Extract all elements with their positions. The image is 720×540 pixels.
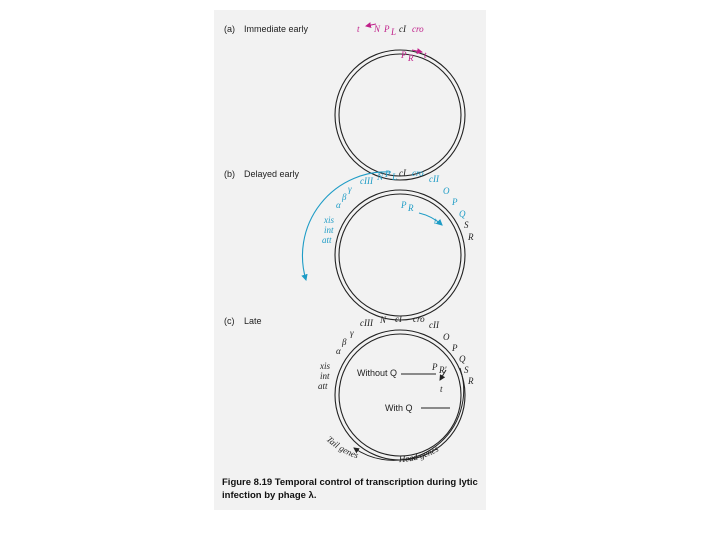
figure-caption-line-2: infection by phage λ. [222, 490, 317, 501]
promoter-PR-prime: P [432, 362, 438, 372]
gene-cIII: cIII [360, 176, 373, 186]
gene-int: int [320, 371, 330, 381]
panel-a-tag: (a) [224, 24, 235, 34]
with-q-label: With Q [385, 403, 413, 413]
rightward-delayed-transcript-arrow [419, 213, 442, 225]
gene-S: S [464, 365, 469, 375]
figure-panel [214, 10, 486, 510]
gene-N: N [374, 24, 381, 34]
gene-cI: cI [399, 168, 406, 178]
figure-caption-line-1: Figure 8.19 Temporal control of transcription during lytic [222, 477, 478, 488]
gene-N: N [377, 172, 384, 182]
promoter-PR-sub: R [408, 53, 414, 63]
gene-cIII: cIII [360, 318, 373, 328]
gene-alpha: α [336, 200, 341, 210]
terminator-t-right: t [424, 50, 427, 60]
gene-beta: β [342, 337, 347, 347]
gene-Q: Q [459, 209, 466, 219]
head-genes-label: Head genes [398, 443, 441, 465]
dna-inner-circle [339, 334, 461, 456]
gene-P: P [452, 343, 458, 353]
promoter-PR-sub: R [408, 203, 414, 213]
gene-N: N [380, 315, 387, 325]
tail-genes-label: Tail genes [324, 434, 360, 461]
promoter-PR-prime-sub: R' [439, 365, 447, 375]
promoter-PL-sub: L [391, 27, 397, 37]
gene-cro: cro [412, 24, 424, 34]
site-att: att [318, 381, 328, 391]
dna-inner-circle [339, 194, 461, 316]
promoter-PR: P [401, 200, 407, 210]
gene-int: int [324, 225, 334, 235]
gene-cII: cII [429, 174, 439, 184]
gene-O: O [443, 186, 450, 196]
gene-gamma: γ [348, 184, 352, 194]
gene-cro: cro [412, 168, 424, 178]
panel-b [224, 168, 474, 320]
panel-a [224, 24, 465, 180]
site-att: att [322, 235, 332, 245]
gene-cro: cro [413, 314, 425, 324]
panel-b-tag: (b) [224, 169, 235, 179]
terminator-t-left: t [357, 24, 360, 34]
gene-R: R [468, 376, 474, 386]
promoter-PL: P [384, 24, 390, 34]
dna-inner-circle [339, 54, 461, 176]
gene-alpha: α [336, 346, 341, 356]
panel-b-title: Delayed early [244, 169, 300, 179]
terminator-t: t [434, 216, 437, 226]
late-transcript-arrow [354, 368, 464, 460]
dna-outer-circle [335, 190, 465, 320]
gene-xis: xis [324, 215, 334, 225]
panel-c-title: Late [244, 316, 262, 326]
gene-Q: Q [459, 354, 466, 364]
gene-beta: β [342, 192, 347, 202]
dna-outer-circle [335, 330, 465, 460]
dna-outer-circle [335, 50, 465, 180]
phage-lambda-diagram [214, 10, 486, 510]
promoter-PR: P [401, 50, 407, 60]
gene-cI: cI [395, 314, 402, 324]
terminator-t: t [440, 384, 443, 394]
gene-cI: cI [399, 24, 406, 34]
gene-gamma: γ [350, 328, 354, 338]
without-q-label: Without Q [357, 368, 398, 378]
promoter-PL: P [385, 169, 391, 179]
gene-S: S [464, 220, 469, 230]
gene-xis: xis [320, 361, 330, 371]
panel-a-title: Immediate early [244, 24, 309, 34]
gene-P: P [452, 197, 458, 207]
gene-cII: cII [429, 320, 439, 330]
promoter-PL-sub: L [392, 172, 398, 182]
gene-R: R [468, 232, 474, 242]
gene-O: O [443, 332, 450, 342]
panel-c [224, 314, 474, 464]
panel-c-tag: (c) [224, 316, 235, 326]
